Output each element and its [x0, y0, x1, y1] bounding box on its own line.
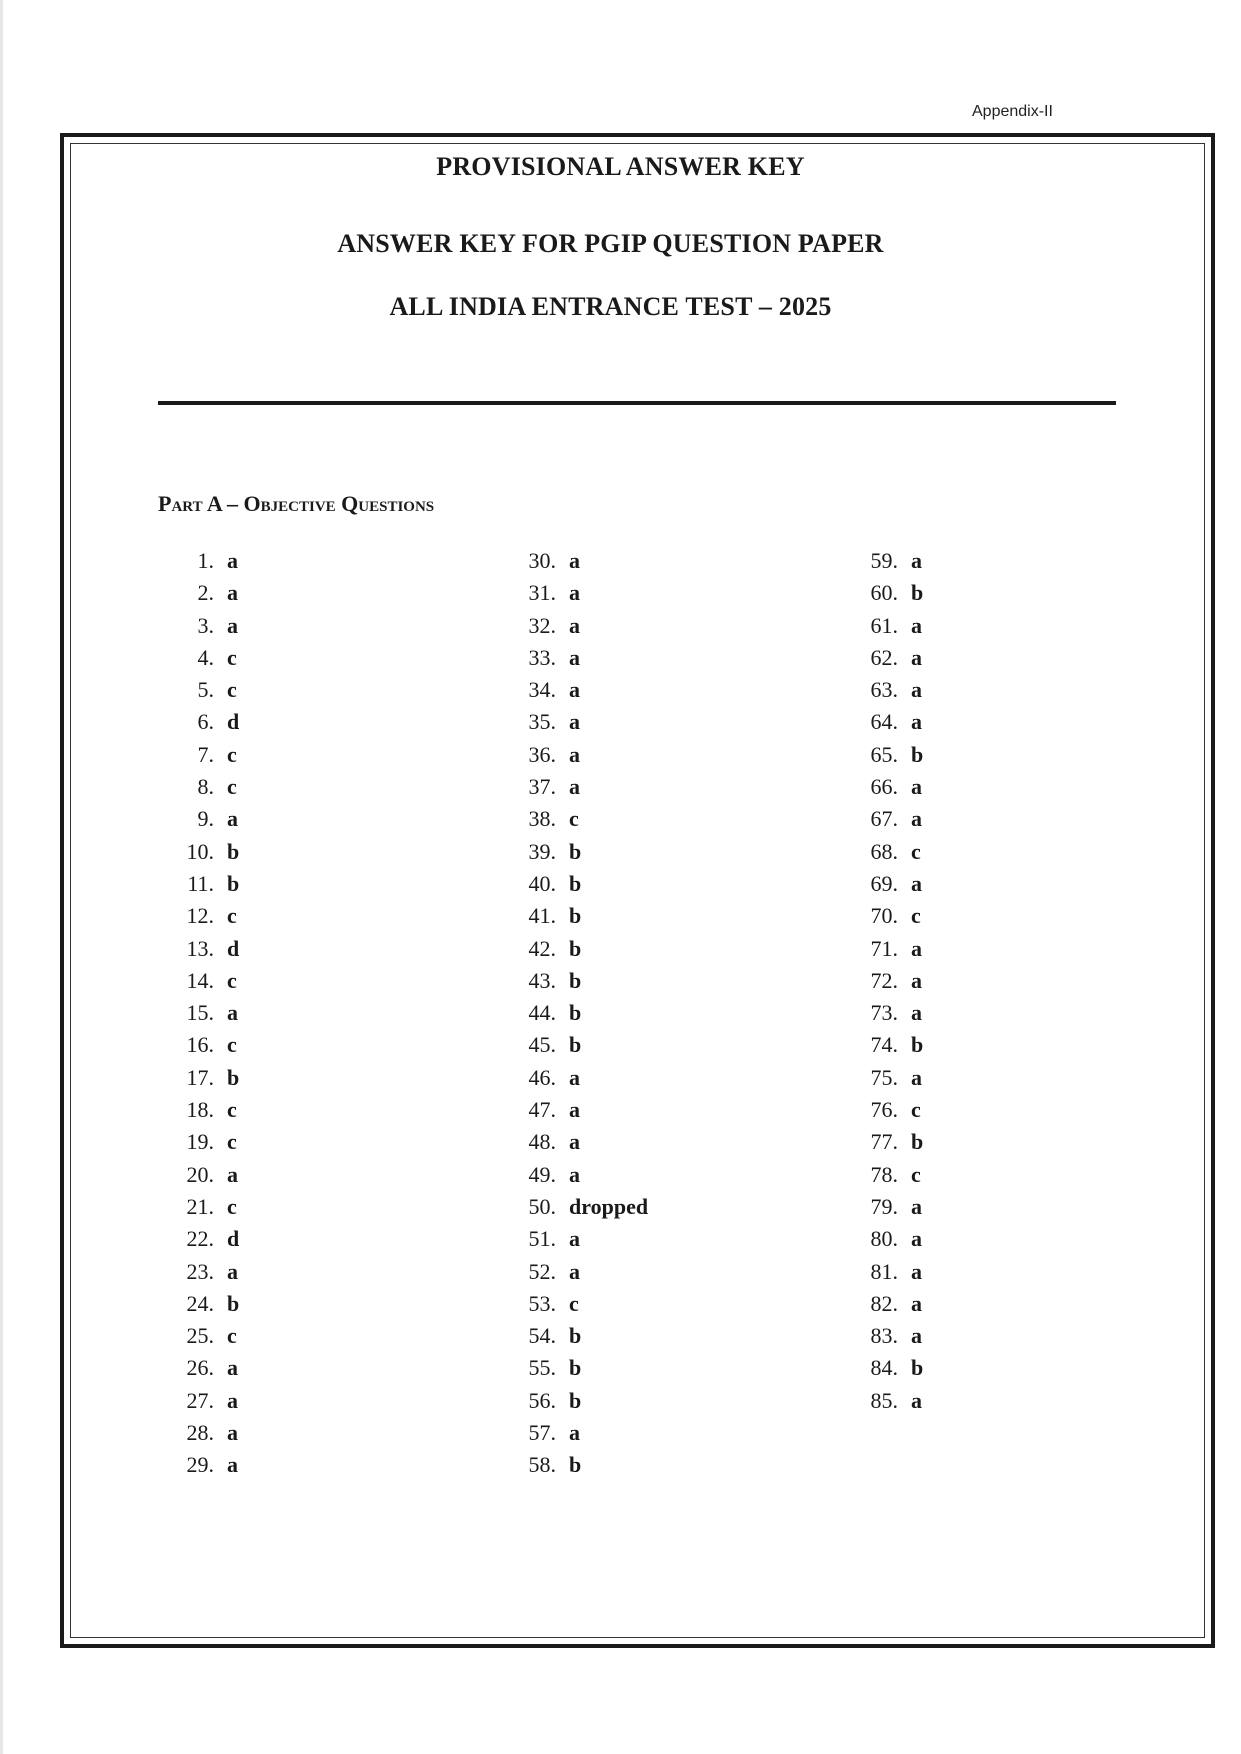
question-number: 16. — [186, 1032, 214, 1058]
question-number: 7. — [197, 741, 214, 767]
answer-row — [844, 1032, 1084, 1064]
question-number: 62. — [870, 644, 898, 670]
answer-row — [844, 839, 1084, 871]
answer-row — [844, 742, 1084, 774]
answer-value: a — [569, 741, 580, 767]
document-subtitle: ANSWER KEY FOR PGIP QUESTION PAPER — [337, 229, 884, 258]
answer-row — [502, 1097, 742, 1129]
answer-row — [844, 1291, 1084, 1323]
question-number: 10. — [186, 838, 214, 864]
question-number: 68. — [870, 838, 898, 864]
answer-row — [502, 1226, 742, 1258]
answer-value: b — [911, 1129, 924, 1155]
question-number: 34. — [528, 677, 556, 703]
answer-row — [502, 580, 742, 612]
question-number: 53. — [528, 1290, 556, 1316]
question-number: 51. — [528, 1226, 556, 1252]
question-number: 65. — [870, 741, 898, 767]
question-number: 18. — [186, 1097, 214, 1123]
answer-row — [502, 1323, 742, 1355]
question-number: 33. — [528, 644, 556, 670]
answer-value: a — [569, 709, 580, 735]
question-number: 14. — [186, 967, 214, 993]
answer-row — [502, 548, 742, 580]
answer-row — [502, 1194, 742, 1226]
answer-value: c — [227, 1032, 237, 1058]
answer-value: a — [911, 644, 922, 670]
answer-row — [502, 839, 742, 871]
question-number: 78. — [870, 1161, 898, 1187]
answer-row — [160, 903, 400, 935]
answer-value: a — [911, 1064, 922, 1090]
answer-row — [502, 806, 742, 838]
answer-row — [160, 839, 400, 871]
question-number: 45. — [528, 1032, 556, 1058]
question-number: 47. — [528, 1097, 556, 1123]
answer-row — [160, 1291, 400, 1323]
answer-row — [502, 871, 742, 903]
question-number: 59. — [870, 548, 898, 573]
question-number: 22. — [186, 1226, 214, 1252]
answer-column-3 — [844, 548, 1084, 1420]
answer-value: b — [911, 741, 924, 767]
answer-value: c — [227, 1193, 237, 1219]
answer-value: a — [569, 1129, 580, 1155]
answer-value: a — [911, 870, 922, 896]
answer-value: a — [227, 612, 238, 638]
exam-title: ALL INDIA ENTRANCE TEST – 2025 — [389, 292, 832, 321]
answer-value: dropped — [569, 1193, 649, 1219]
answer-value: b — [569, 1000, 582, 1026]
answer-value: a — [911, 548, 922, 573]
answer-row — [160, 548, 400, 580]
answer-row — [502, 1000, 742, 1032]
answer-row — [160, 774, 400, 806]
answer-row — [160, 968, 400, 1000]
horizontal-rule — [158, 401, 1116, 405]
answer-value: a — [227, 580, 238, 606]
answer-row — [502, 968, 742, 1000]
answer-value: a — [569, 644, 580, 670]
answer-value: c — [227, 741, 237, 767]
question-number: 83. — [870, 1323, 898, 1349]
question-number: 75. — [870, 1064, 898, 1090]
answer-row — [160, 613, 400, 645]
answer-row — [502, 1355, 742, 1387]
answer-row — [844, 1065, 1084, 1097]
answer-row — [844, 580, 1084, 612]
answer-row — [502, 1162, 742, 1194]
question-number: 49. — [528, 1161, 556, 1187]
answer-value: a — [911, 677, 922, 703]
answer-row — [160, 1129, 400, 1161]
answer-row — [160, 677, 400, 709]
answer-value: a — [227, 1161, 238, 1187]
question-number: 1. — [197, 548, 214, 573]
answer-value: c — [227, 644, 237, 670]
question-number: 61. — [870, 612, 898, 638]
answer-value: a — [227, 1452, 238, 1478]
question-number: 38. — [528, 806, 556, 832]
answer-value: b — [569, 1032, 582, 1058]
question-number: 77. — [870, 1129, 898, 1155]
question-number: 80. — [870, 1226, 898, 1252]
question-number: 74. — [870, 1032, 898, 1058]
question-number: 63. — [870, 677, 898, 703]
page-edge-shadow — [0, 0, 3, 1754]
answer-value: b — [227, 1064, 240, 1090]
question-number: 46. — [528, 1064, 556, 1090]
answer-row — [844, 1097, 1084, 1129]
answer-row — [844, 1226, 1084, 1258]
answer-value: b — [569, 838, 582, 864]
answer-row — [160, 580, 400, 612]
answer-value: b — [911, 1032, 924, 1058]
question-number: 52. — [528, 1258, 556, 1284]
question-number: 24. — [186, 1290, 214, 1316]
question-number: 37. — [528, 774, 556, 800]
answer-value: a — [569, 1064, 580, 1090]
answer-row — [160, 1065, 400, 1097]
answer-value: a — [569, 677, 580, 703]
answer-row — [844, 871, 1084, 903]
question-number: 48. — [528, 1129, 556, 1155]
answer-value: b — [569, 1387, 582, 1413]
answer-row — [160, 1323, 400, 1355]
answer-row — [502, 1291, 742, 1323]
question-number: 11. — [187, 870, 214, 896]
answer-value: b — [227, 1290, 240, 1316]
answer-value: d — [227, 935, 240, 961]
question-number: 8. — [197, 774, 214, 800]
question-number: 17. — [186, 1064, 214, 1090]
answer-row — [844, 677, 1084, 709]
question-number: 56. — [528, 1387, 556, 1413]
question-number: 41. — [528, 903, 556, 929]
answer-value: a — [911, 709, 922, 735]
question-number: 44. — [528, 1000, 556, 1026]
question-number: 85. — [870, 1387, 898, 1413]
answer-row — [502, 1065, 742, 1097]
question-number: 69. — [870, 870, 898, 896]
answer-value: c — [911, 838, 921, 864]
question-number: 31. — [528, 580, 556, 606]
answer-row — [502, 613, 742, 645]
answer-value: a — [911, 1226, 922, 1252]
question-number: 27. — [186, 1387, 214, 1413]
answer-value: b — [569, 903, 582, 929]
question-number: 40. — [528, 870, 556, 896]
question-number: 20. — [186, 1161, 214, 1187]
answer-value: a — [569, 1258, 580, 1284]
answer-value: a — [569, 774, 580, 800]
answer-value: b — [569, 1323, 582, 1349]
answer-value: c — [227, 967, 237, 993]
answer-value: a — [569, 1420, 580, 1446]
answer-value: a — [227, 806, 238, 832]
answer-value: c — [569, 806, 579, 832]
question-number: 29. — [186, 1452, 214, 1478]
answer-row — [844, 806, 1084, 838]
answer-row — [502, 774, 742, 806]
question-number: 2. — [197, 580, 214, 606]
answer-row — [160, 1452, 400, 1484]
answer-value: c — [227, 774, 237, 800]
answer-value: c — [911, 903, 921, 929]
question-number: 81. — [870, 1258, 898, 1284]
answer-value: c — [227, 677, 237, 703]
answer-value: b — [569, 1452, 582, 1478]
question-number: 21. — [186, 1193, 214, 1219]
answer-column-2 — [502, 548, 742, 1485]
answer-row — [160, 1420, 400, 1452]
answer-row — [160, 806, 400, 838]
answer-row — [502, 1129, 742, 1161]
answer-row — [160, 742, 400, 774]
answer-row — [844, 1259, 1084, 1291]
answer-value: a — [911, 1258, 922, 1284]
answer-row — [844, 645, 1084, 677]
answer-row — [160, 1194, 400, 1226]
question-number: 43. — [528, 967, 556, 993]
answer-value: b — [911, 1355, 924, 1381]
question-number: 73. — [870, 1000, 898, 1026]
answer-value: a — [911, 1323, 922, 1349]
answer-row — [160, 1259, 400, 1291]
question-number: 54. — [528, 1323, 556, 1349]
question-number: 60. — [870, 580, 898, 606]
answer-value: c — [911, 1097, 921, 1123]
question-number: 67. — [870, 806, 898, 832]
answer-row — [844, 774, 1084, 806]
answer-column-1 — [160, 548, 400, 1485]
question-number: 13. — [186, 935, 214, 961]
answer-row — [844, 548, 1084, 580]
question-number: 76. — [870, 1097, 898, 1123]
answer-value: b — [569, 1355, 582, 1381]
answer-row — [160, 936, 400, 968]
answer-value: a — [911, 1193, 922, 1219]
answer-row — [844, 1162, 1084, 1194]
question-number: 12. — [186, 903, 214, 929]
answer-value: a — [911, 1387, 922, 1413]
answer-value: a — [227, 1420, 238, 1446]
question-number: 3. — [197, 612, 214, 638]
answer-value: a — [569, 580, 580, 606]
answer-row — [502, 1032, 742, 1064]
answer-row — [160, 1000, 400, 1032]
answer-row — [502, 677, 742, 709]
question-number: 57. — [528, 1420, 556, 1446]
question-number: 42. — [528, 935, 556, 961]
answer-value: b — [569, 870, 582, 896]
answer-row — [502, 1452, 742, 1484]
answer-row — [844, 1355, 1084, 1387]
answer-value: a — [569, 1226, 580, 1252]
section-heading: Part A – Objective Questions — [158, 491, 435, 516]
answer-row — [160, 709, 400, 741]
answer-value: a — [911, 1000, 922, 1026]
question-number: 71. — [870, 935, 898, 961]
answer-row — [844, 709, 1084, 741]
answer-row — [502, 903, 742, 935]
question-number: 36. — [528, 741, 556, 767]
answer-value: a — [569, 1097, 580, 1123]
answer-value: a — [227, 1387, 238, 1413]
answer-row — [502, 1259, 742, 1291]
answer-value: a — [227, 1000, 238, 1026]
question-number: 9. — [197, 806, 214, 832]
answer-row — [502, 645, 742, 677]
appendix-label: Appendix-II — [972, 103, 1053, 120]
answer-row — [844, 1000, 1084, 1032]
question-number: 58. — [528, 1452, 556, 1478]
answer-row — [844, 613, 1084, 645]
answer-row — [160, 1162, 400, 1194]
question-number: 50. — [528, 1193, 556, 1219]
question-number: 35. — [528, 709, 556, 735]
answer-value: b — [911, 580, 924, 606]
answer-row — [160, 1388, 400, 1420]
answer-row — [844, 1388, 1084, 1420]
question-number: 5. — [197, 677, 214, 703]
question-number: 6. — [197, 709, 214, 735]
answer-value: a — [911, 1290, 922, 1316]
answer-row — [844, 1129, 1084, 1161]
answer-value: a — [911, 967, 922, 993]
answer-row — [844, 903, 1084, 935]
question-number: 64. — [870, 709, 898, 735]
answer-value: a — [911, 935, 922, 961]
answer-value: c — [227, 1323, 237, 1349]
question-number: 23. — [186, 1258, 214, 1284]
answer-value: d — [227, 709, 240, 735]
answer-value: a — [911, 806, 922, 832]
answer-row — [160, 645, 400, 677]
answer-value: b — [227, 870, 240, 896]
question-number: 19. — [186, 1129, 214, 1155]
answer-value: b — [569, 967, 582, 993]
answer-row — [502, 709, 742, 741]
question-number: 32. — [528, 612, 556, 638]
answer-row — [844, 936, 1084, 968]
answer-value: a — [227, 1355, 238, 1381]
answer-value: b — [569, 935, 582, 961]
answer-value: a — [569, 548, 580, 573]
answer-row — [160, 1097, 400, 1129]
answer-row — [502, 1420, 742, 1452]
answer-row — [502, 1388, 742, 1420]
question-number: 39. — [528, 838, 556, 864]
answer-value: a — [911, 774, 922, 800]
answer-row — [502, 936, 742, 968]
answer-row — [160, 1355, 400, 1387]
document-title: PROVISIONAL ANSWER KEY — [436, 152, 805, 181]
answer-value: a — [569, 612, 580, 638]
answer-row — [844, 1194, 1084, 1226]
question-number: 26. — [186, 1355, 214, 1381]
question-number: 66. — [870, 774, 898, 800]
answer-value: d — [227, 1226, 240, 1252]
question-number: 30. — [528, 548, 556, 573]
question-number: 25. — [186, 1323, 214, 1349]
answer-value: a — [227, 548, 238, 573]
answer-row — [160, 1226, 400, 1258]
question-number: 28. — [186, 1420, 214, 1446]
question-number: 82. — [870, 1290, 898, 1316]
answer-value: c — [227, 1097, 237, 1123]
question-number: 79. — [870, 1193, 898, 1219]
answer-value: a — [569, 1161, 580, 1187]
answer-value: c — [911, 1161, 921, 1187]
answer-row — [844, 968, 1084, 1000]
answer-value: c — [227, 903, 237, 929]
answer-value: b — [227, 838, 240, 864]
answer-row — [160, 1032, 400, 1064]
question-number: 15. — [186, 1000, 214, 1026]
question-number: 84. — [870, 1355, 898, 1381]
question-number: 55. — [528, 1355, 556, 1381]
answer-value: a — [227, 1258, 238, 1284]
answer-row — [844, 1323, 1084, 1355]
question-number: 4. — [197, 644, 214, 670]
question-number: 72. — [870, 967, 898, 993]
question-number: 70. — [870, 903, 898, 929]
answer-value: c — [227, 1129, 237, 1155]
answer-row — [502, 742, 742, 774]
answer-row — [160, 871, 400, 903]
answer-value: c — [569, 1290, 579, 1316]
answer-value: a — [911, 612, 922, 638]
